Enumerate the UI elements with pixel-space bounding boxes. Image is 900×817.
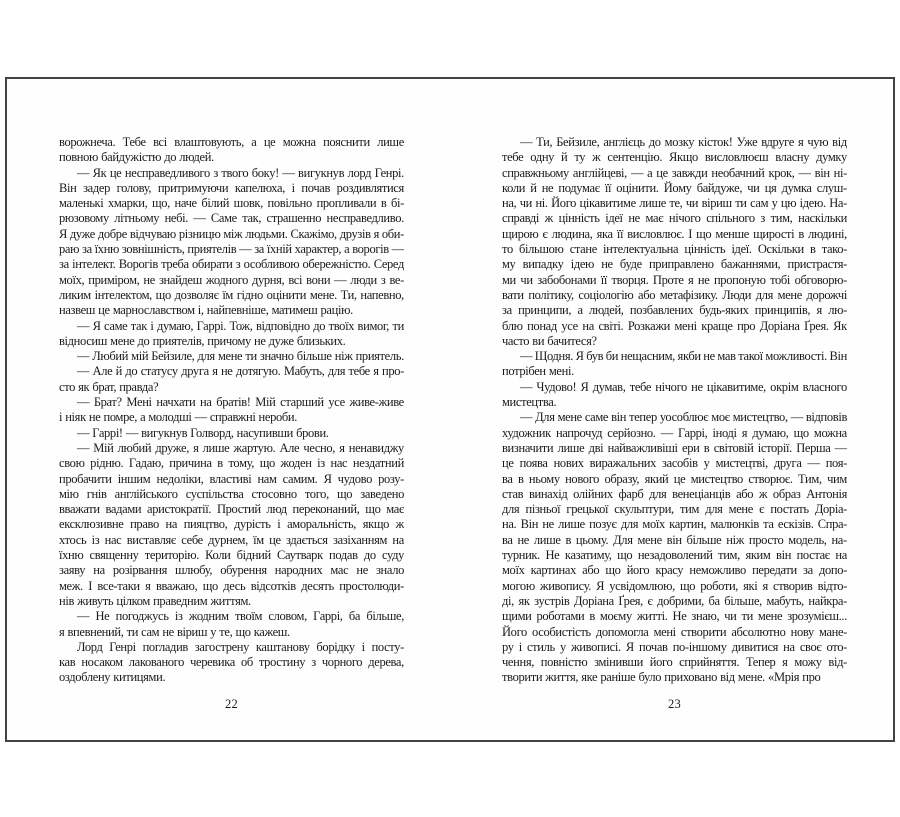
text-line: ді, як зустрів Доріана Ґрея, є добрими, ба більше, мабуть, найкра- (502, 593, 847, 608)
text-line: щирою є людина, яка її висловлює. І що менше щирості в людині, (502, 226, 847, 241)
book-page-right (502, 135, 847, 712)
text-line: ворожнеча. Тебе всі влаштовують, а це можна пояснити лише (59, 135, 404, 149)
text-line: то більшою стане інтелектуальна цінність ідеї. Оскільки в тако- (502, 242, 847, 257)
text-line: нів живуть цілком праведним життям. (59, 593, 251, 608)
text-line: часто ви бачитеся? (502, 333, 597, 348)
text-line: справді ж цінність ідеї не має нічого спільного з тим, наскільки (502, 211, 847, 226)
text-line: моїх, приміром, не знайдеш жодного дурня, всі вони — люди з ве- (59, 272, 404, 287)
text-line: блю понад усе на світі. Розкажи мені краще про Доріана Ґрея. Як (502, 318, 847, 333)
text-line: — Ти, Бейзиле, англієць до мозку кісток! Уже вдруге я чую від (520, 135, 847, 149)
text-line: вати політику, соціологію або метафізику. Люди для мене дорожчі (502, 287, 847, 302)
text-line: це поява нових виражальних засобів у мистецтві, друга — поя- (502, 456, 847, 471)
page-left-number: 22 (225, 696, 238, 711)
text-line: рюзовому літньому небі. — Саме так, страшенно несправедливо. (59, 211, 404, 226)
text-line: творити життя, яке раніше було приховано від мене. «Мрія про (502, 670, 821, 685)
text-line: му випадку ідею не буде приправлено бажаннями, пристрастя- (502, 257, 847, 272)
text-line: — Але й до статусу друга я не дотягую. Мабуть, для тебе я про- (77, 364, 404, 379)
text-line: Він задер голову, притримуючи капелюха, і почав роздивлятися (59, 180, 404, 195)
text-line: ва не лише в цьому. Для мене він більше ніж просто модель, на- (502, 532, 847, 547)
text-line: художник напрочуд серйозно. — Гаррі, іноді я думаю, що можна (502, 425, 847, 440)
text-line: — Не погоджусь із жодним твоїм словом, Гаррі, ба більше, (77, 609, 404, 624)
text-line: на, чи ні. Його цікавитиме лише те, чи віриш ти сам у цю ідею. На- (502, 196, 847, 211)
text-line: за інтелект. Ворогів треба обирати з особливою обережністю. Серед (59, 257, 404, 272)
text-line: — Гаррі! — вигукнув Голворд, насупивши брови. (77, 425, 329, 440)
text-line: маленькі хмарки, що, наче білий шовк, повільно пропливали в бі- (59, 196, 404, 211)
text-line: мистецтва. (502, 395, 557, 410)
text-line: хтось із нас виставляє себе дурнем, їм це здається зазіханням на (59, 532, 404, 547)
text-line: могою живопису. Я усвідомлюю, що роботи, які я створив відто- (502, 578, 847, 593)
text-line: я впевнений, ти сам не віриш у те, що кажеш. (59, 624, 290, 639)
text-line: за принципи, а людей, позбавлених будь-яких принципів, я лю- (502, 303, 847, 318)
text-line: став винахід олійних фарб для венеціанців або ж образ Антонія (502, 486, 847, 501)
text-line: — Я саме так і думаю, Гаррі. Тож, відповідно до твоїх вимог, ти (77, 318, 404, 333)
text-line: — Щодня. Я був би нещасним, якби не мав такої можливості. Він (520, 349, 847, 364)
text-line: ру і стиль у живописі. Я почав по-іншому дивитися на своє ото- (502, 639, 847, 654)
text-line: пробачити іншим недоліки, властиві нам самим. Я чудово розу- (59, 471, 404, 486)
text-line: — Брат? Мені начхати на братів! Мій старший усе живе-живе (77, 395, 404, 410)
text-line: щими роботами в моєму житті. Не знаю, чи ти мене зрозумієш... (502, 609, 847, 624)
text-line: Я дуже добре відчуваю різницю між людьми. Скажімо, друзів я оби- (59, 226, 404, 241)
page-right-text (502, 135, 847, 686)
text-line: для пізньої грецької скульптури, тим для мене є постать Доріа- (502, 502, 847, 517)
text-line: чення, повністю змінивши його сприйняття. Тепер я можу від- (502, 655, 847, 670)
text-line: — Любий мій Бейзиле, для мене ти значно більше ніж приятель. (77, 349, 404, 364)
page-left-text (59, 135, 404, 686)
text-line: раю за їхню зовнішність, приятелів — за їхній характер, а ворогів — (59, 242, 404, 257)
text-line: мію гнів англійського суспільства стосовно того, що заведено (59, 486, 404, 501)
text-line: потрібен мені. (502, 364, 574, 379)
book-spread-frame (5, 77, 895, 742)
text-line: Його особистість допомогла мені створити абсолютно нову мане- (502, 624, 847, 639)
text-line: ми чи забобонами її творця. Проте я не пропоную тобі обговорю- (502, 272, 847, 287)
text-line: сто як брат, правда? (59, 379, 159, 394)
text-line: ексклюзивне право на пияцтво, дурість і аморальність, якщо ж (59, 517, 404, 532)
text-line: Лорд Генрі погладив загострену каштанову борідку і посту- (77, 639, 404, 654)
book-page-left (59, 135, 404, 712)
text-line: ликим інтелектом, що дозволяє їм гідно оцінити мене. Ти, напевно, (59, 287, 404, 302)
text-line: повною байдужістю до людей. (59, 150, 214, 165)
text-line: відносиш мене до приятелів, причому не дуже близьких. (59, 333, 346, 348)
text-line: турник. Не казатиму, що незадоволений тим, яким він постає на (502, 548, 847, 563)
text-line: і ніяк не помре, а молодші — справжні нероби. (59, 410, 297, 425)
text-line: назвеш це марнославством і, найпевніше, матимеш рацію. (59, 303, 353, 318)
text-line: — Для мене саме він тепер уособлює моє мистецтво, — відповів (520, 410, 847, 425)
text-line: кав носаком лакованого черевика об тростину з чорного дерева, (59, 655, 404, 670)
text-line: ва в ньому нового образу, який це мистецтво створює. Тим, чим (502, 471, 847, 486)
text-line: оздоблену китицями. (59, 670, 166, 685)
text-line: справжньому англійцеві, — а це завжди необачний крок, — він ні- (502, 165, 847, 180)
text-line: — Як це несправедливого з твого боку! — вигукнув лорд Генрі. (77, 165, 404, 180)
text-line: на. Він не лише позує для моїх картин, малюнків та ескізів. Спра- (502, 517, 847, 532)
text-line: заяву на розірвання шлюбу, обурення народних мас не знало (59, 563, 404, 578)
text-line: їхню священну територію. Коли бідний Саутварк подав до суду (59, 548, 404, 563)
text-line: визначити лише дві найважливіші ери в світовій історії. Перша — (502, 440, 847, 455)
text-line: тебе одну й ту ж сентенцію. Якщо висловлюєш власну думку (502, 150, 847, 165)
text-line: — Мій любий друже, я лише жартую. Але чесно, я ненавиджу (77, 440, 404, 455)
text-line: свою рідню. Гадаю, причина в тому, що жоден із нас нездатний (59, 456, 404, 471)
text-line: — Чудово! Я думав, тебе нічого не цікавитиме, окрім власного (520, 379, 847, 394)
text-line: вважати вадами аристократії. Простий люд переконаний, що має (59, 502, 404, 517)
text-line: коли й не подумає її оцінити. Йому байдуже, чи ця думка слуш- (502, 180, 847, 195)
text-line: моїх картинах або що його красу неможливо передати за допо- (502, 563, 847, 578)
text-line: меж. І все-таки я вважаю, що десь відсотків десять простолюди- (59, 578, 404, 593)
page-right-number: 23 (668, 696, 681, 711)
